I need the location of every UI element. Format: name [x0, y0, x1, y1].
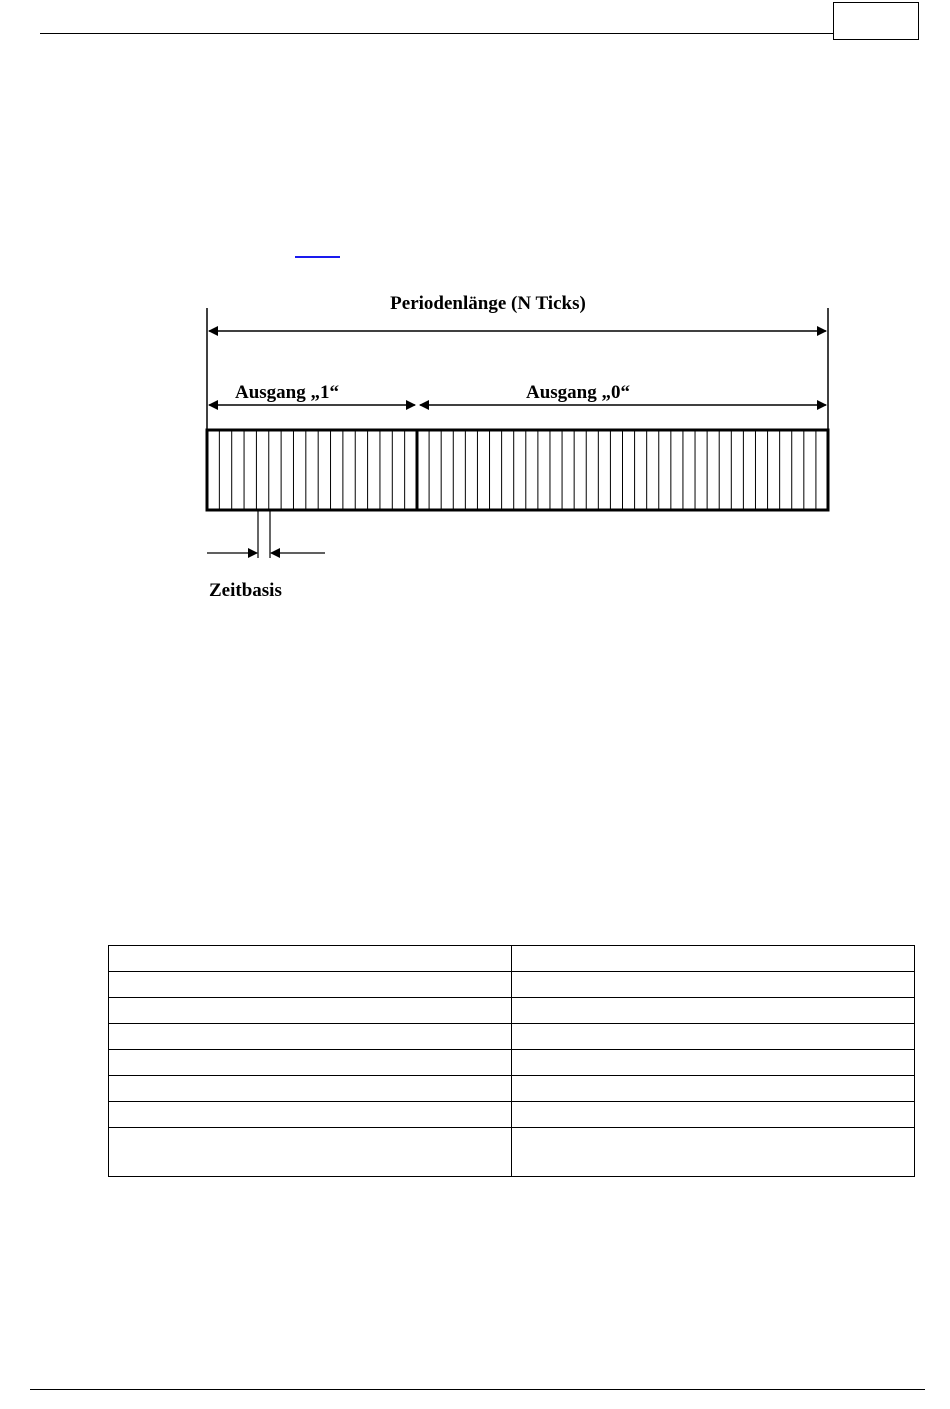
table-cell [109, 1102, 512, 1128]
output-low-label: Ausgang „0“ [526, 382, 630, 403]
parameter-table [108, 945, 915, 1177]
table-cell [512, 1102, 915, 1128]
table-cell [512, 972, 915, 998]
output-high-ticks [219, 430, 404, 510]
timebase-label: Zeitbasis [209, 580, 282, 601]
table-cell [109, 998, 512, 1024]
table-cell [512, 998, 915, 1024]
table-cell [109, 946, 512, 972]
table-cell [512, 946, 915, 972]
table-cell [109, 1050, 512, 1076]
table-row [109, 1050, 915, 1076]
table-cell [512, 1024, 915, 1050]
reference-link[interactable] [295, 256, 340, 258]
table-cell [109, 972, 512, 998]
output-low-ticks [429, 430, 816, 510]
table-row [109, 1076, 915, 1102]
output-high-label: Ausgang „1“ [235, 382, 339, 403]
table-cell [109, 1076, 512, 1102]
table-row [109, 1128, 915, 1177]
output-high-box [207, 430, 417, 510]
table-cell [512, 1076, 915, 1102]
period-label: Periodenlänge (N Ticks) [390, 293, 586, 314]
table-cell [512, 1050, 915, 1076]
table-row [109, 1024, 915, 1050]
table-cell [109, 1128, 512, 1177]
table-row [109, 998, 915, 1024]
table-row [109, 1102, 915, 1128]
pwm-diagram [205, 280, 832, 610]
page-number-box [833, 2, 919, 40]
footer-rule [30, 1389, 925, 1390]
header-rule [40, 33, 834, 34]
table-cell [109, 1024, 512, 1050]
table-row [109, 946, 915, 972]
table-cell [512, 1128, 915, 1177]
table-row [109, 972, 915, 998]
